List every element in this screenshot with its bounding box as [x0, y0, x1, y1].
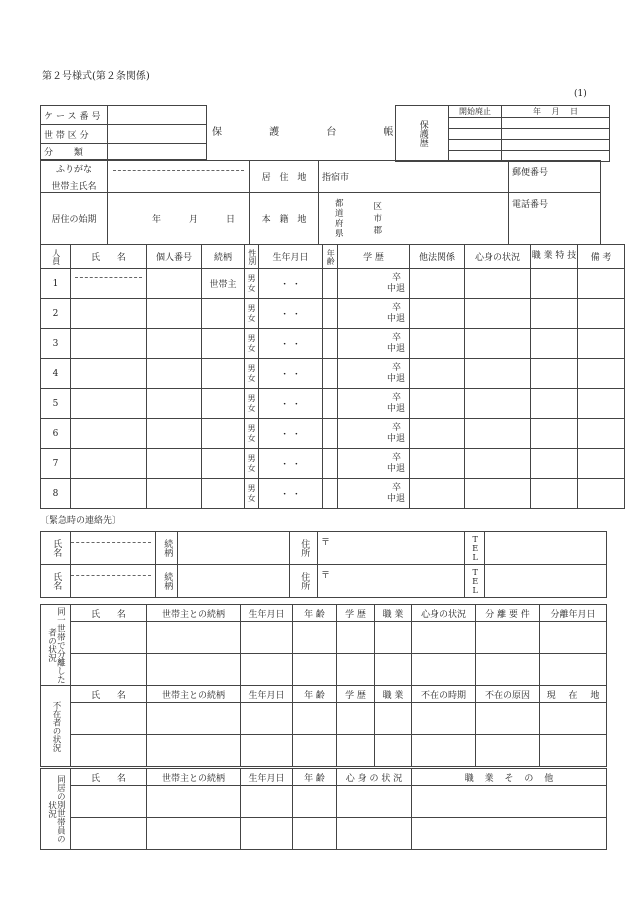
cell[interactable]: [337, 622, 375, 654]
member-health[interactable]: [465, 449, 531, 479]
cell[interactable]: [293, 735, 337, 767]
cell[interactable]: [241, 818, 293, 850]
household-category-label: 世 帯 区 分: [41, 125, 108, 144]
member-education[interactable]: 卒 中退: [338, 329, 410, 359]
cohabitant-header-name: 氏 名: [71, 769, 147, 786]
member-sex[interactable]: 男 女: [245, 479, 259, 509]
emergency-address-field[interactable]: [318, 565, 465, 598]
emergency-title: 〔緊急時の連絡先〕: [40, 516, 122, 526]
header-count: 人員: [41, 245, 71, 269]
start-abolish-label: 開始廃止: [449, 106, 502, 118]
member-occupation[interactable]: [531, 389, 578, 419]
member-occupation[interactable]: [531, 329, 578, 359]
separated-absent-table: [40, 604, 607, 767]
member-remarks[interactable]: [578, 329, 625, 359]
cell[interactable]: [540, 622, 607, 654]
member-sex[interactable]: 男 女: [245, 449, 259, 479]
cell[interactable]: [71, 622, 147, 654]
member-dob[interactable]: ・ ・: [259, 389, 323, 419]
cohabitant-header-occupation: 職 業 そ の 他: [412, 769, 607, 786]
member-age[interactable]: [323, 449, 338, 479]
member-sex[interactable]: 男 女: [245, 329, 259, 359]
header-relation: 続柄: [202, 245, 245, 269]
member-personal-number[interactable]: [147, 419, 202, 449]
residence-value[interactable]: 指宿市: [319, 161, 509, 193]
member-other-law[interactable]: [410, 299, 465, 329]
emergency-tel-label: TEL: [465, 532, 485, 565]
member-personal-number[interactable]: [147, 479, 202, 509]
month-label: 月: [188, 215, 198, 225]
absent-header-education: 学 歴: [337, 686, 375, 703]
emergency-row: [41, 565, 607, 598]
separated-row: [41, 654, 607, 686]
cell[interactable]: [476, 703, 540, 735]
member-sex[interactable]: 男 女: [245, 359, 259, 389]
member-name[interactable]: [71, 299, 147, 329]
member-occupation[interactable]: [531, 299, 578, 329]
member-age[interactable]: [323, 359, 338, 389]
cell[interactable]: [241, 703, 293, 735]
history-cell[interactable]: [502, 140, 610, 151]
member-sex[interactable]: 男 女: [245, 389, 259, 419]
cell[interactable]: [412, 786, 607, 818]
cohabitant-row: [41, 786, 607, 818]
member-name[interactable]: [71, 329, 147, 359]
cell[interactable]: [412, 818, 607, 850]
members-table: [40, 244, 625, 509]
head-name-field[interactable]: [108, 161, 250, 193]
ledger-title: 保 護 台 帳: [212, 127, 394, 138]
member-dob[interactable]: ・ ・: [259, 479, 323, 509]
residence-start-label: 居住の始期: [41, 193, 108, 245]
cell[interactable]: [147, 622, 241, 654]
prefecture-lines: 都 道 府 県: [335, 198, 344, 239]
member-row: [41, 389, 625, 419]
header-education: 学 歴: [338, 245, 410, 269]
cell[interactable]: [337, 818, 412, 850]
member-name[interactable]: [71, 419, 147, 449]
domicile-field[interactable]: [319, 193, 509, 245]
cell[interactable]: [412, 703, 476, 735]
day-label: 日: [225, 215, 235, 225]
separated-side-label: 同一世帯で分離した者の状況: [41, 605, 71, 686]
member-relation[interactable]: 世帯主: [202, 269, 245, 299]
emergency-name-field[interactable]: [71, 565, 156, 598]
member-other-law[interactable]: [410, 269, 465, 299]
header-name: 氏 名: [71, 245, 147, 269]
cohabitant-header-row: [41, 769, 607, 786]
member-occupation[interactable]: [531, 479, 578, 509]
member-row: [41, 299, 625, 329]
member-occupation[interactable]: [531, 449, 578, 479]
cell[interactable]: [71, 703, 147, 735]
member-sex[interactable]: 男 女: [245, 299, 259, 329]
protection-history-table: [395, 105, 610, 162]
cell[interactable]: [241, 735, 293, 767]
domicile-label: 本 籍 地: [250, 193, 319, 245]
member-number: 3: [41, 329, 71, 359]
member-occupation[interactable]: [531, 269, 578, 299]
year-month-day-label: 年 月 日: [502, 106, 610, 118]
cell[interactable]: [241, 622, 293, 654]
residence-label: 居 住 地: [250, 161, 319, 193]
member-row: [41, 269, 625, 299]
emergency-relation-label: 続柄: [156, 565, 178, 598]
postal-mark-icon: 〒: [321, 571, 331, 581]
absent-header-name: 氏 名: [71, 686, 147, 703]
emergency-address-field[interactable]: [318, 532, 465, 565]
member-personal-number[interactable]: [147, 389, 202, 419]
cell[interactable]: [293, 622, 337, 654]
member-age[interactable]: [323, 479, 338, 509]
header-other-law: 他法関係: [410, 245, 465, 269]
cell[interactable]: [293, 786, 337, 818]
cohabitant-header-health: 心 身 の 状 況: [337, 769, 412, 786]
cell[interactable]: [147, 786, 241, 818]
cell[interactable]: [375, 622, 412, 654]
header-personal-number: 個人番号: [147, 245, 202, 269]
ward-lines: 区 市 郡: [373, 201, 383, 236]
member-relation[interactable]: [202, 359, 245, 389]
protection-history-label: 保護歴: [396, 106, 449, 162]
separated-header-education: 学 歴: [337, 605, 375, 622]
member-other-law[interactable]: [410, 389, 465, 419]
member-health[interactable]: [465, 269, 531, 299]
members-header-row: [41, 245, 625, 269]
member-personal-number[interactable]: [147, 329, 202, 359]
year-label: 年: [151, 215, 161, 225]
member-education[interactable]: 卒 中退: [338, 299, 410, 329]
separated-header-health: 心身の状況: [412, 605, 476, 622]
member-personal-number[interactable]: [147, 359, 202, 389]
cell[interactable]: [147, 735, 241, 767]
member-number: 6: [41, 419, 71, 449]
member-relation[interactable]: [202, 389, 245, 419]
absent-row: [41, 703, 607, 735]
cell[interactable]: [375, 654, 412, 686]
cell[interactable]: [293, 818, 337, 850]
member-dob[interactable]: ・ ・: [259, 329, 323, 359]
cell[interactable]: [71, 735, 147, 767]
absent-header-cause: 不在の原因: [476, 686, 540, 703]
cell[interactable]: [241, 654, 293, 686]
member-row: [41, 479, 625, 509]
member-age[interactable]: [323, 389, 338, 419]
separated-row: [41, 622, 607, 654]
classification-field[interactable]: [108, 144, 207, 160]
emergency-name-field[interactable]: [71, 532, 156, 565]
header-dob: 生年月日: [259, 245, 323, 269]
separated-header-name: 氏 名: [71, 605, 147, 622]
header-sex: 性別: [245, 245, 259, 269]
history-cell[interactable]: [449, 140, 502, 151]
member-name[interactable]: [71, 449, 147, 479]
cell[interactable]: [476, 622, 540, 654]
member-number: 8: [41, 479, 71, 509]
member-sex[interactable]: 男 女: [245, 269, 259, 299]
emergency-address-label: 住所: [290, 565, 318, 598]
cell[interactable]: [337, 735, 375, 767]
member-remarks[interactable]: [578, 479, 625, 509]
member-relation[interactable]: [202, 479, 245, 509]
absent-header-occupation: 職 業: [375, 686, 412, 703]
separated-header-requirement: 分 離 要 件: [476, 605, 540, 622]
member-health[interactable]: [465, 299, 531, 329]
member-number: 1: [41, 269, 71, 299]
absent-side-label: 不在者の状況: [41, 686, 71, 767]
member-health[interactable]: [465, 329, 531, 359]
member-number: 5: [41, 389, 71, 419]
history-cell[interactable]: [449, 118, 502, 129]
emergency-tel-field[interactable]: [485, 532, 607, 565]
case-number-label: ケース番号: [41, 106, 108, 125]
absent-header-row: [41, 686, 607, 703]
member-name[interactable]: [71, 479, 147, 509]
separated-header-date: 分離年月日: [540, 605, 607, 622]
member-remarks[interactable]: [578, 359, 625, 389]
member-other-law[interactable]: [410, 359, 465, 389]
header-table: [40, 105, 207, 160]
absent-row: [41, 735, 607, 767]
form-title: 第２号様式(第２条関係): [42, 71, 150, 82]
cohabitant-side-label: 同居の別世帯員の状況: [41, 769, 71, 850]
member-remarks[interactable]: [578, 269, 625, 299]
absent-header-relation: 世帯主との続柄: [147, 686, 241, 703]
member-name[interactable]: [71, 389, 147, 419]
member-dob[interactable]: ・ ・: [259, 359, 323, 389]
emergency-relation-label: 続柄: [156, 532, 178, 565]
absent-header-location: 現 在 地: [540, 686, 607, 703]
separated-header-occupation: 職 業: [375, 605, 412, 622]
emergency-name-label: 氏名: [41, 532, 71, 565]
cell[interactable]: [71, 654, 147, 686]
household-category-field[interactable]: [108, 125, 207, 144]
cell[interactable]: [147, 703, 241, 735]
emergency-relation-field[interactable]: [178, 532, 290, 565]
member-dob[interactable]: ・ ・: [259, 269, 323, 299]
member-dob[interactable]: ・ ・: [259, 299, 323, 329]
member-dob[interactable]: ・ ・: [259, 449, 323, 479]
cell[interactable]: [293, 703, 337, 735]
member-occupation[interactable]: [531, 359, 578, 389]
cell[interactable]: [71, 818, 147, 850]
household-head-table: [40, 160, 601, 245]
cell[interactable]: [476, 654, 540, 686]
member-remarks[interactable]: [578, 389, 625, 419]
member-other-law[interactable]: [410, 449, 465, 479]
member-personal-number[interactable]: [147, 449, 202, 479]
member-other-law[interactable]: [410, 329, 465, 359]
postal-label: 郵便番号: [509, 161, 601, 193]
member-education[interactable]: 卒 中退: [338, 479, 410, 509]
cell[interactable]: [540, 735, 607, 767]
cohabitant-header-age: 年 齢: [293, 769, 337, 786]
emergency-tel-field[interactable]: [485, 565, 607, 598]
cell[interactable]: [412, 735, 476, 767]
cell[interactable]: [293, 654, 337, 686]
header-health: 心身の状況: [465, 245, 531, 269]
cohabitant-header-relation: 世帯主との続柄: [147, 769, 241, 786]
member-relation[interactable]: [202, 329, 245, 359]
cell[interactable]: [337, 786, 412, 818]
cell[interactable]: [476, 735, 540, 767]
emergency-table: [40, 531, 607, 598]
classification-label: 分 類: [41, 144, 108, 160]
absent-header-period: 不在の時期: [412, 686, 476, 703]
case-number-field[interactable]: [108, 106, 207, 125]
header-remarks: 備 考: [578, 245, 625, 269]
cell[interactable]: [241, 786, 293, 818]
emergency-tel-label: TEL: [465, 565, 485, 598]
member-name[interactable]: [71, 359, 147, 389]
member-row: [41, 419, 625, 449]
member-health[interactable]: [465, 359, 531, 389]
cell[interactable]: [540, 703, 607, 735]
member-personal-number[interactable]: [147, 269, 202, 299]
cell[interactable]: [147, 654, 241, 686]
cell[interactable]: [337, 654, 375, 686]
member-occupation[interactable]: [531, 419, 578, 449]
member-relation[interactable]: [202, 449, 245, 479]
residence-start-field[interactable]: [108, 193, 250, 245]
cell[interactable]: [337, 703, 375, 735]
member-age[interactable]: [323, 269, 338, 299]
emergency-name-label: 氏名: [41, 565, 71, 598]
page-number: (1): [574, 89, 587, 99]
cohabitant-header-dob: 生年月日: [241, 769, 293, 786]
member-number: 7: [41, 449, 71, 479]
absent-header-dob: 生年月日: [241, 686, 293, 703]
member-name[interactable]: [71, 269, 147, 299]
member-row: [41, 329, 625, 359]
cell[interactable]: [375, 703, 412, 735]
header-occupation: 職 業 特 技: [531, 245, 578, 269]
cell[interactable]: [412, 654, 476, 686]
history-cell[interactable]: [502, 129, 610, 140]
member-dob[interactable]: ・ ・: [259, 419, 323, 449]
member-education[interactable]: 卒 中退: [338, 269, 410, 299]
member-remarks[interactable]: [578, 299, 625, 329]
cell[interactable]: [147, 818, 241, 850]
member-personal-number[interactable]: [147, 299, 202, 329]
history-cell[interactable]: [502, 118, 610, 129]
member-relation[interactable]: [202, 299, 245, 329]
member-number: 2: [41, 299, 71, 329]
member-remarks[interactable]: [578, 419, 625, 449]
postal-mark-icon: 〒: [321, 538, 331, 548]
member-age[interactable]: [323, 419, 338, 449]
cell[interactable]: [375, 735, 412, 767]
cohabitant-row: [41, 818, 607, 850]
separated-header-row: [41, 605, 607, 622]
head-name-label: ふりがな 世帯主氏名: [41, 161, 108, 193]
member-health[interactable]: [465, 419, 531, 449]
separated-header-relation: 世帯主との続柄: [147, 605, 241, 622]
phone-label: 電話番号: [509, 193, 601, 245]
absent-header-age: 年 齢: [293, 686, 337, 703]
member-sex[interactable]: 男 女: [245, 419, 259, 449]
member-health[interactable]: [465, 389, 531, 419]
separated-header-age: 年 齢: [293, 605, 337, 622]
separated-header-dob: 生年月日: [241, 605, 293, 622]
emergency-row: [41, 532, 607, 565]
cell[interactable]: [412, 622, 476, 654]
member-other-law[interactable]: [410, 479, 465, 509]
member-age[interactable]: [323, 329, 338, 359]
member-number: 4: [41, 359, 71, 389]
member-education[interactable]: 卒 中退: [338, 419, 410, 449]
member-relation[interactable]: [202, 419, 245, 449]
cell[interactable]: [71, 786, 147, 818]
cell[interactable]: [540, 654, 607, 686]
header-age: 年齢: [323, 245, 338, 269]
member-row: [41, 449, 625, 479]
member-health[interactable]: [465, 479, 531, 509]
cohabitant-table: [40, 768, 607, 850]
member-education[interactable]: 卒 中退: [338, 389, 410, 419]
history-cell[interactable]: [449, 129, 502, 140]
member-row: [41, 359, 625, 389]
member-education[interactable]: 卒 中退: [338, 449, 410, 479]
emergency-relation-field[interactable]: [178, 565, 290, 598]
member-age[interactable]: [323, 299, 338, 329]
member-education[interactable]: 卒 中退: [338, 359, 410, 389]
emergency-address-label: 住所: [290, 532, 318, 565]
member-remarks[interactable]: [578, 449, 625, 479]
member-other-law[interactable]: [410, 419, 465, 449]
